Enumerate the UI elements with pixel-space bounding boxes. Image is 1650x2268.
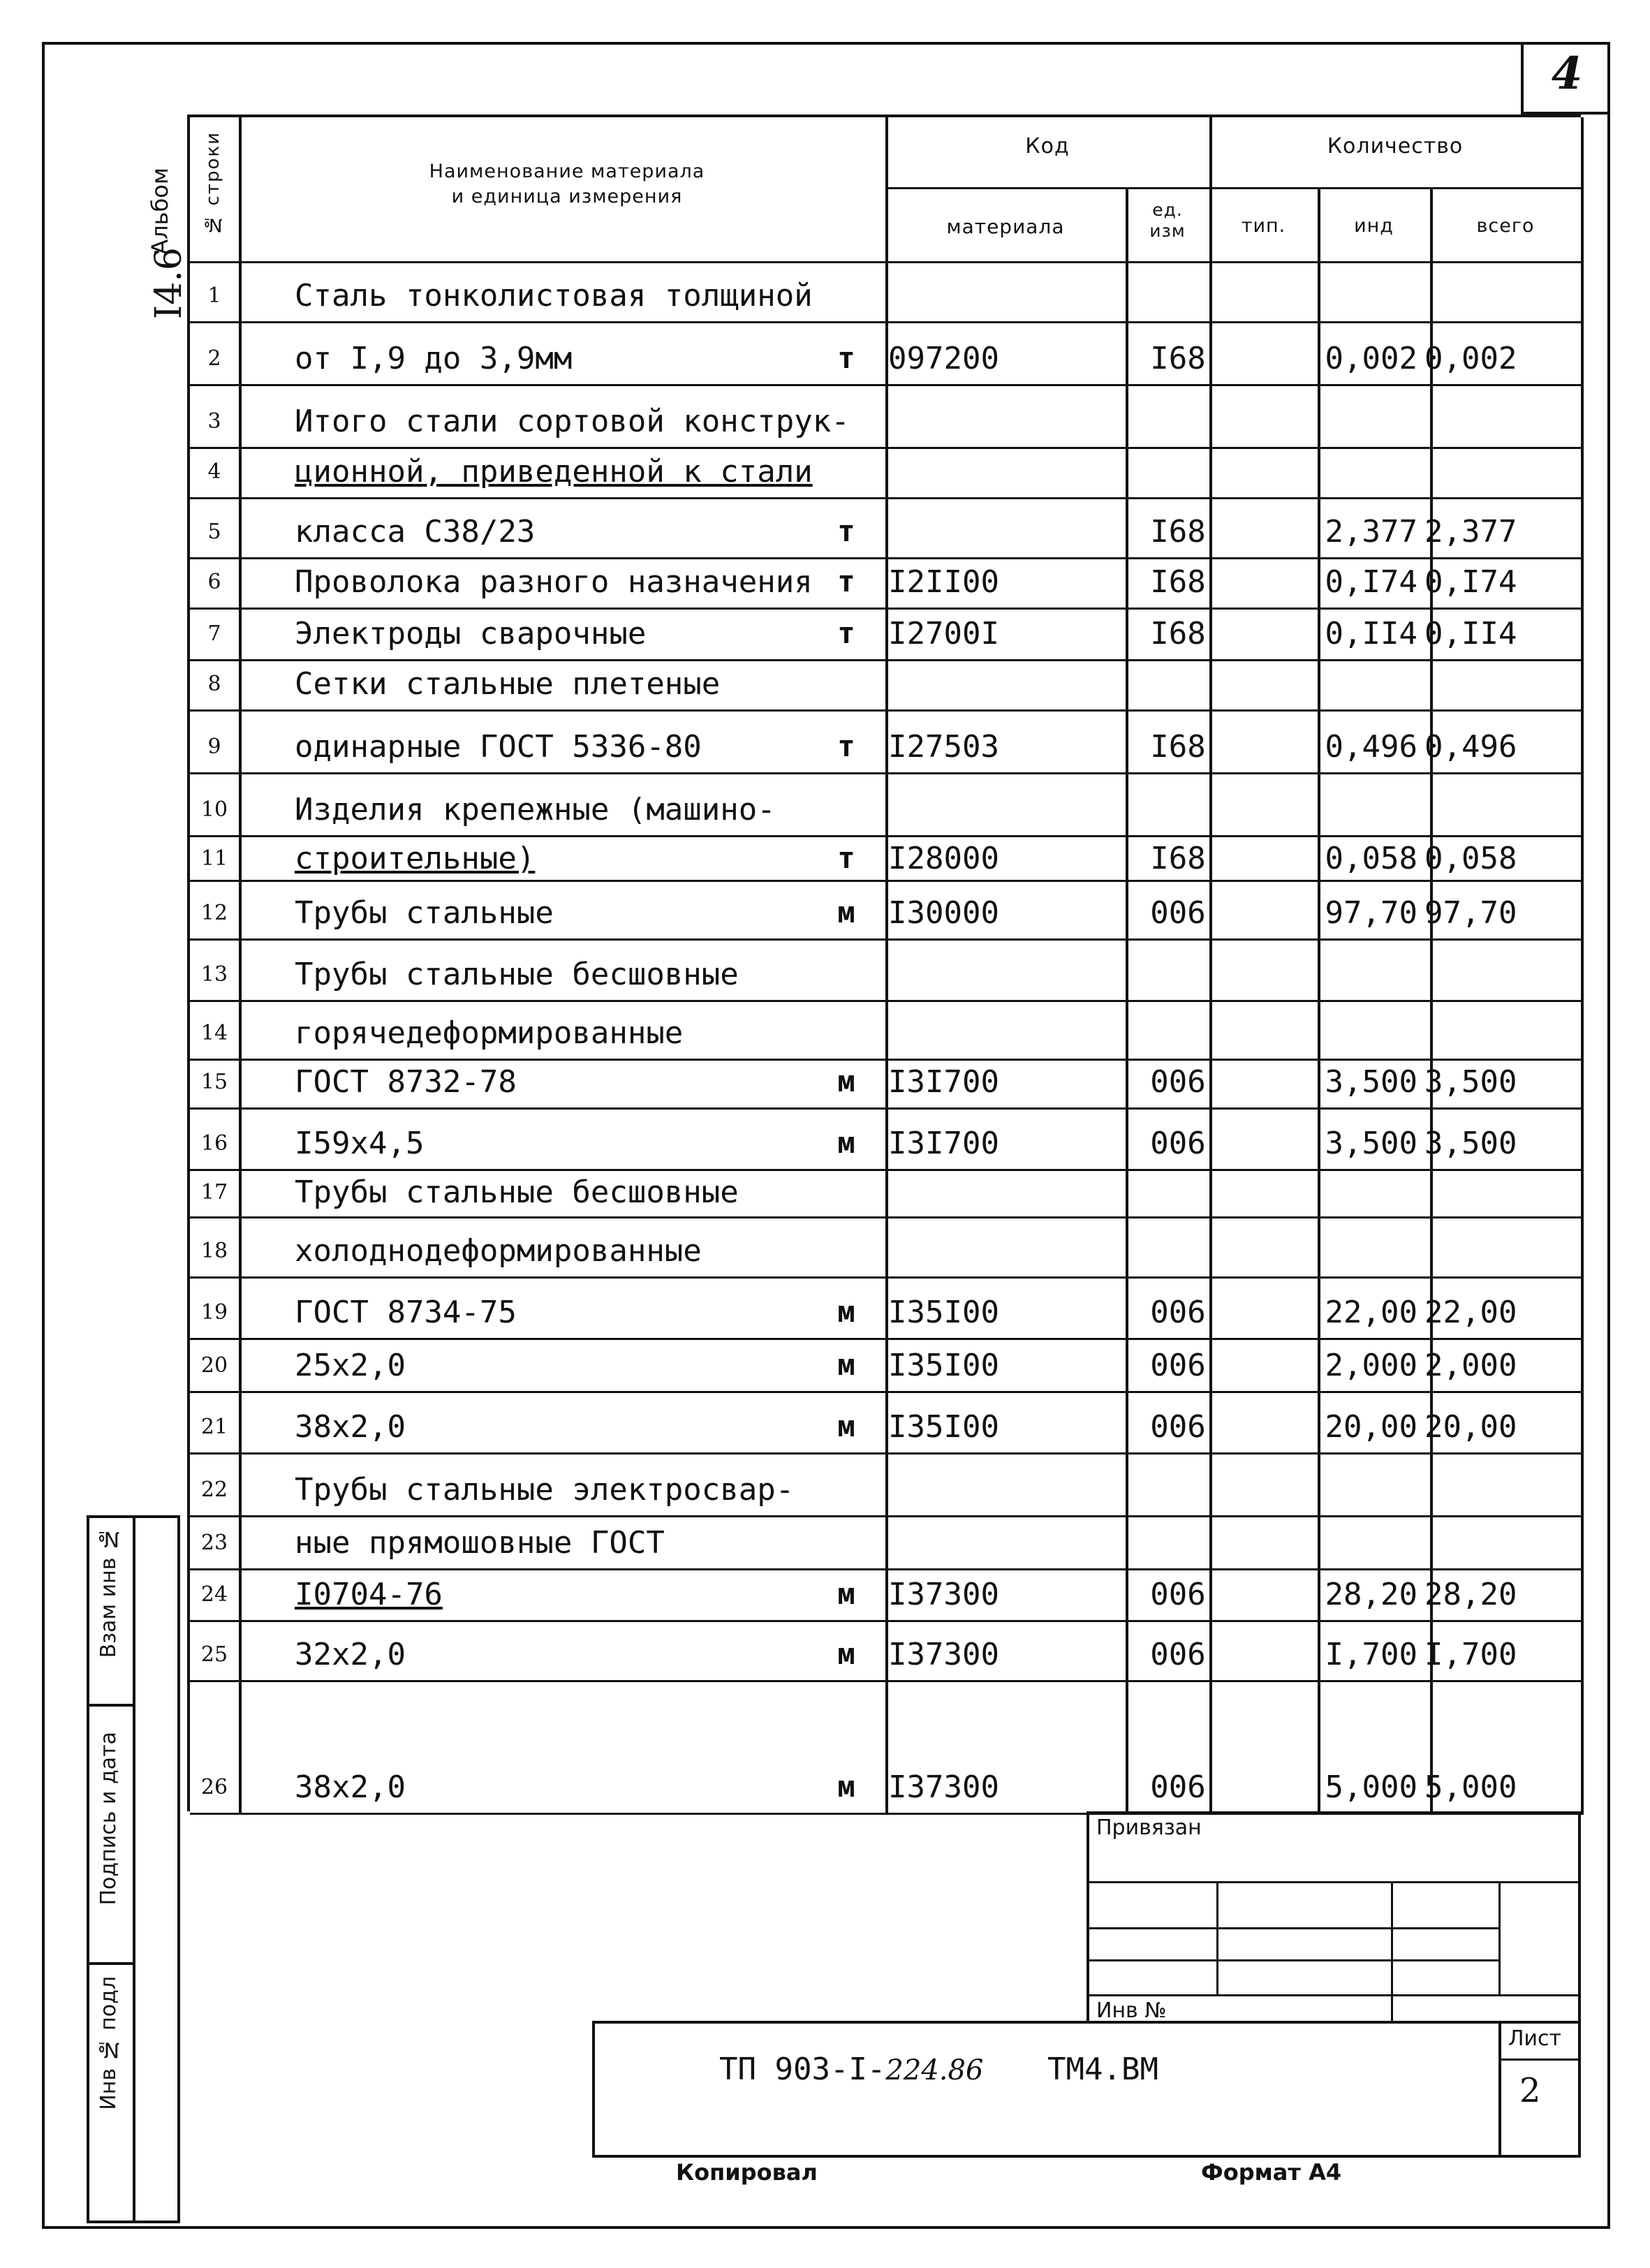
- material-code: I30000: [888, 895, 999, 931]
- unit-code: 006: [1150, 1126, 1206, 1161]
- qty-individual: 97,70: [1325, 895, 1417, 931]
- material-name: Сталь тонколистовая толщиной: [295, 278, 813, 314]
- table-row: [190, 940, 1584, 1001]
- material-name: ГОСТ 8732-78: [295, 1064, 517, 1100]
- qty-individual: I,700: [1325, 1637, 1417, 1672]
- stamp-line: [1087, 1881, 1581, 1883]
- material-name: Трубы стальные бесшовные: [295, 957, 739, 992]
- table-row: [190, 609, 1584, 661]
- measure-unit: т: [837, 616, 855, 650]
- row-number: 25: [200, 1642, 228, 1667]
- row-number: 21: [200, 1415, 228, 1439]
- table-row: [190, 881, 1584, 940]
- material-code: I35I00: [888, 1409, 999, 1445]
- qty-total: 97,70: [1424, 895, 1517, 931]
- header-row-no: № строки: [202, 131, 223, 235]
- table-row: [190, 774, 1584, 837]
- row-number: 13: [200, 962, 228, 987]
- material-name: 25x2,0: [295, 1348, 406, 1383]
- stamp-line: [1087, 1959, 1498, 1961]
- material-name: ГОСТ 8734-75: [295, 1295, 517, 1330]
- measure-unit: м: [837, 1126, 855, 1160]
- unit-code: I68: [1150, 341, 1206, 376]
- qty-total: 2,000: [1424, 1348, 1517, 1383]
- table-row: [190, 837, 1584, 881]
- measure-unit: м: [837, 1409, 855, 1443]
- material-name: Трубы стальные бесшовные: [295, 1174, 739, 1210]
- material-code: I27503: [888, 729, 999, 765]
- qty-individual: 5,000: [1325, 1769, 1417, 1805]
- material-code: I3I700: [888, 1064, 999, 1100]
- stamp-col: [1498, 1881, 1501, 1994]
- table-row: [190, 1170, 1584, 1218]
- header-qty-total: всего: [1476, 215, 1535, 237]
- table-row: [190, 499, 1584, 559]
- row-number: 1: [207, 284, 221, 308]
- material-name: Трубы стальные электросвар-: [295, 1472, 795, 1508]
- qty-individual: 2,377: [1325, 514, 1417, 550]
- qty-individual: 0,II4: [1325, 616, 1417, 651]
- qty-individual: 22,00: [1325, 1295, 1417, 1330]
- qty-individual: 3,500: [1325, 1126, 1417, 1161]
- row-number: 14: [200, 1021, 228, 1045]
- stamp-line: [1087, 1994, 1581, 1996]
- side-podpis-label: Подпись и дата: [96, 1732, 121, 1906]
- material-name: Трубы стальные: [295, 895, 554, 931]
- list-label: Лист: [1508, 2026, 1562, 2051]
- row-number: 8: [207, 672, 221, 696]
- material-name: 32x2,0: [295, 1637, 406, 1672]
- table-row: [190, 1517, 1584, 1570]
- qty-individual: 2,000: [1325, 1348, 1417, 1383]
- material-name: ные прямошовные ГОСТ: [295, 1525, 665, 1561]
- unit-code: 006: [1150, 1064, 1206, 1100]
- material-code: I37300: [888, 1637, 999, 1672]
- qty-total: 20,00: [1424, 1409, 1517, 1445]
- qty-individual: 28,20: [1325, 1577, 1417, 1612]
- list-cell-divider: [1498, 2059, 1581, 2061]
- material-code: I35I00: [888, 1348, 999, 1383]
- unit-code: I68: [1150, 564, 1206, 600]
- table-row: [190, 1454, 1584, 1517]
- row-number: 5: [207, 520, 221, 544]
- doc-mark: ТМ4.ВМ: [1047, 2052, 1158, 2087]
- material-name: Изделия крепежные (машино-: [295, 792, 776, 827]
- sheet-corner-number: 4: [1521, 42, 1610, 115]
- material-name: I59x4,5: [295, 1126, 425, 1161]
- unit-code: I68: [1150, 514, 1206, 550]
- table-row: [190, 1681, 1584, 1814]
- header-name: Наименование материала и единица измерения: [429, 161, 705, 208]
- material-code: I35I00: [888, 1295, 999, 1330]
- side-vzam-label: Взам инв №: [96, 1526, 121, 1658]
- unit-code: 006: [1150, 1637, 1206, 1672]
- measure-unit: т: [837, 841, 855, 875]
- measure-unit: т: [837, 341, 855, 375]
- material-name: от I,9 до 3,9мм: [295, 341, 573, 376]
- table-row: [190, 1060, 1584, 1109]
- row-number: 7: [207, 621, 221, 646]
- table-row: [190, 1109, 1584, 1170]
- qty-individual: 3,500: [1325, 1064, 1417, 1100]
- side-stamp-divider: [87, 1962, 135, 1965]
- qty-individual: 0,002: [1325, 341, 1417, 376]
- table-row: [190, 385, 1584, 448]
- row-number: 9: [207, 735, 221, 759]
- row-number: 22: [200, 1478, 228, 1502]
- row-number: 16: [200, 1131, 228, 1156]
- qty-total: 0,002: [1424, 341, 1517, 376]
- qty-total: 22,00: [1424, 1295, 1517, 1330]
- row-number: 23: [200, 1531, 228, 1555]
- measure-unit: м: [837, 895, 855, 929]
- unit-code: 006: [1150, 1295, 1206, 1330]
- list-number: 2: [1519, 2071, 1541, 2110]
- row-number: 12: [200, 901, 228, 925]
- side-stamp-divider: [133, 1515, 135, 2223]
- table-row: [190, 1218, 1584, 1278]
- measure-unit: м: [837, 1577, 855, 1611]
- material-code: I3I700: [888, 1126, 999, 1161]
- header-code-material: материала: [946, 215, 1065, 238]
- material-code: I2II00: [888, 564, 999, 600]
- privyazan-stamp: [1087, 1811, 1581, 2024]
- table-row: [190, 1392, 1584, 1454]
- material-name: горячедеформированные: [295, 1015, 684, 1051]
- table-row: [190, 661, 1584, 711]
- privyazan-label: Привязан: [1096, 1816, 1202, 1840]
- material-name: Проволока разного назначения: [295, 564, 813, 600]
- stamp-col: [1216, 1881, 1218, 1994]
- title-block: [592, 2021, 1581, 2158]
- row-number: 3: [207, 409, 221, 434]
- qty-total: 3,500: [1424, 1064, 1517, 1100]
- measure-unit: м: [837, 1295, 855, 1329]
- unit-code: I68: [1150, 841, 1206, 876]
- qty-total: 0,I74: [1424, 564, 1517, 600]
- qty-total: 0,496: [1424, 729, 1517, 765]
- measure-unit: м: [837, 1064, 855, 1098]
- header-code-unit: ед. изм: [1149, 200, 1186, 241]
- qty-total: 3,500: [1424, 1126, 1517, 1161]
- header-qty-type: тип.: [1241, 215, 1286, 237]
- unit-code: 006: [1150, 1577, 1206, 1612]
- material-code: 097200: [888, 341, 999, 376]
- material-name: холоднодеформированные: [295, 1233, 702, 1269]
- unit-code: 006: [1150, 1348, 1206, 1383]
- table-row: [190, 1278, 1584, 1339]
- row-number: 24: [200, 1582, 228, 1607]
- measure-unit: м: [837, 1637, 855, 1671]
- footer-format: Формат А4: [1201, 2159, 1342, 2186]
- measure-unit: м: [837, 1769, 855, 1804]
- material-name: Электроды сварочные: [295, 616, 647, 651]
- material-code: I2700I: [888, 616, 999, 651]
- header-quantity: Количество: [1327, 134, 1464, 159]
- qty-total: 28,20: [1424, 1577, 1517, 1612]
- table-row: [190, 711, 1584, 774]
- qty-total: 5,000: [1424, 1769, 1517, 1805]
- inv-no-label: Инв №: [1096, 1998, 1167, 2023]
- table-row: [190, 1339, 1584, 1392]
- material-code: I37300: [888, 1769, 999, 1805]
- qty-total: 0,II4: [1424, 616, 1517, 651]
- stamp-line: [1087, 1927, 1498, 1929]
- measure-unit: т: [837, 564, 855, 598]
- unit-code: 006: [1150, 1769, 1206, 1805]
- unit-code: I68: [1150, 729, 1206, 765]
- row-number: 4: [207, 459, 221, 484]
- table-row: [190, 448, 1584, 499]
- header-divider: [885, 187, 1581, 189]
- material-name: строительные): [295, 841, 536, 876]
- qty-total: 2,377: [1424, 514, 1517, 550]
- stamp-col: [1391, 1881, 1393, 2024]
- album-number: I4.6: [148, 247, 190, 320]
- measure-unit: т: [837, 729, 855, 763]
- table-row: [190, 1570, 1584, 1621]
- material-code: I37300: [888, 1577, 999, 1612]
- measure-unit: м: [837, 1348, 855, 1382]
- header-code: Код: [1025, 134, 1070, 159]
- materials-table: [187, 115, 1581, 1811]
- measure-unit: т: [837, 514, 855, 548]
- unit-code: I68: [1150, 616, 1206, 651]
- qty-total: 0,058: [1424, 841, 1517, 876]
- row-number: 2: [207, 346, 221, 371]
- doc-code: ТП 903-I-224.86: [719, 2052, 984, 2087]
- row-number: 6: [207, 570, 221, 594]
- album-label: Альбом: [147, 168, 173, 255]
- material-code: I28000: [888, 841, 999, 876]
- table-row: [190, 323, 1584, 385]
- material-name: I0704-76: [295, 1577, 443, 1612]
- material-name: 38x2,0: [295, 1769, 406, 1805]
- unit-code: 006: [1150, 1409, 1206, 1445]
- row-number: 19: [200, 1300, 228, 1325]
- unit-code: 006: [1150, 895, 1206, 931]
- material-name: Сетки стальные плетеные: [295, 666, 721, 702]
- material-name: 38x2,0: [295, 1409, 406, 1445]
- qty-individual: 0,496: [1325, 729, 1417, 765]
- material-name: одинарные ГОСТ 5336-80: [295, 729, 702, 765]
- row-number: 26: [200, 1775, 228, 1799]
- footer-copied: Копировал: [676, 2159, 818, 2186]
- table-row: [190, 1001, 1584, 1060]
- table-row: [190, 263, 1584, 323]
- side-inv-podl-label: Инв № подл: [96, 1976, 121, 2110]
- table-row: [190, 559, 1584, 609]
- material-name: класса С38/23: [295, 514, 536, 550]
- material-name: Итого стали сортовой конструк-: [295, 404, 850, 439]
- row-number: 17: [200, 1180, 228, 1205]
- row-number: 11: [200, 846, 228, 871]
- qty-individual: 0,058: [1325, 841, 1417, 876]
- row-number: 18: [200, 1239, 228, 1263]
- material-name: ционной, приведенной к стали: [295, 454, 813, 489]
- table-row: [190, 1621, 1584, 1681]
- row-number: 10: [200, 797, 228, 822]
- row-number: 20: [200, 1353, 228, 1378]
- row-number: 15: [200, 1070, 228, 1094]
- qty-individual: 20,00: [1325, 1409, 1417, 1445]
- side-stamp-divider: [87, 1704, 135, 1707]
- qty-total: I,700: [1424, 1637, 1517, 1672]
- header-qty-ind: инд: [1354, 215, 1394, 237]
- qty-individual: 0,I74: [1325, 564, 1417, 600]
